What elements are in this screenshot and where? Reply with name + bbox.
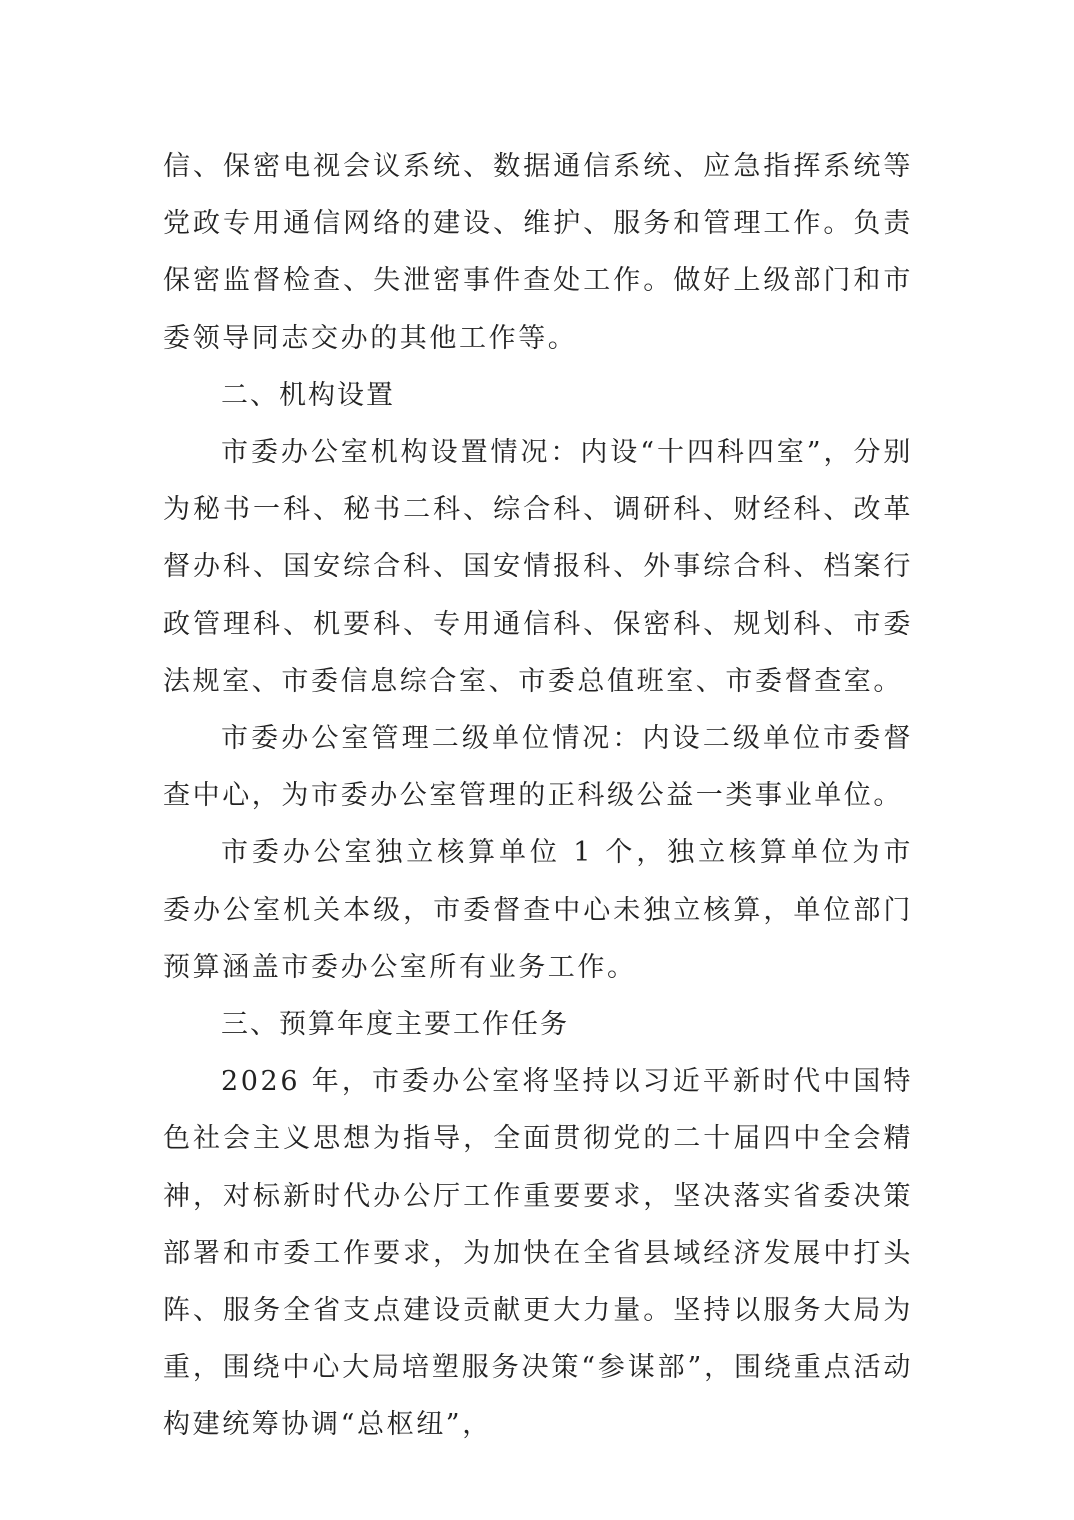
paragraph-accounting-units: 市委办公室独立核算单位 1 个，独立核算单位为市委办公室机关本级，市委督查中心未独立核算，单位部门预算涵盖市委办公室所有业务工作。	[163, 837, 913, 983]
document-body	[163, 138, 913, 1454]
paragraph-internal-units: 市委办公室机构设置情况：内设“十四科四室”，分别为秘书一科、秘书二科、综合科、调研科、财经科、改革督办科、国安综合科、国安情报科、外事综合科、档案行政管理科、机要科、专用通信科、保密科、规划科、市委法规室、市委信息综合室、市委总值班室、市委督查室。	[163, 437, 913, 697]
section-heading-annual-tasks: 三、预算年度主要工作任务	[221, 1009, 569, 1041]
section-heading-organization: 二、机构设置	[221, 379, 395, 411]
paragraph-annual-tasks: 2026 年，市委办公室将坚持以习近平新时代中国特色社会主义思想为指导，全面贯彻党的二十届四中全会精神，对标新时代办公厅工作重要要求，坚决落实省委决策部署和市委工作要求，为加快在全省县域经济发展中打头阵、服务全省支点建设贡献更大力量。坚持以服务大局为重，围绕中心大局培塑服务决策“参谋部”，围绕重点活动构建统筹协调“总枢纽”，	[163, 1066, 913, 1441]
paragraph-duties-continuation: 信、保密电视会议系统、数据通信系统、应急指挥系统等党政专用通信网络的建设、维护、服务和管理工作。负责保密监督检查、失泄密事件查处工作。做好上级部门和市委领导同志交办的其他工作等。	[163, 151, 913, 354]
paragraph-secondary-units: 市委办公室管理二级单位情况：内设二级单位市委督查中心，为市委办公室管理的正科级公益一类事业单位。	[163, 723, 913, 812]
